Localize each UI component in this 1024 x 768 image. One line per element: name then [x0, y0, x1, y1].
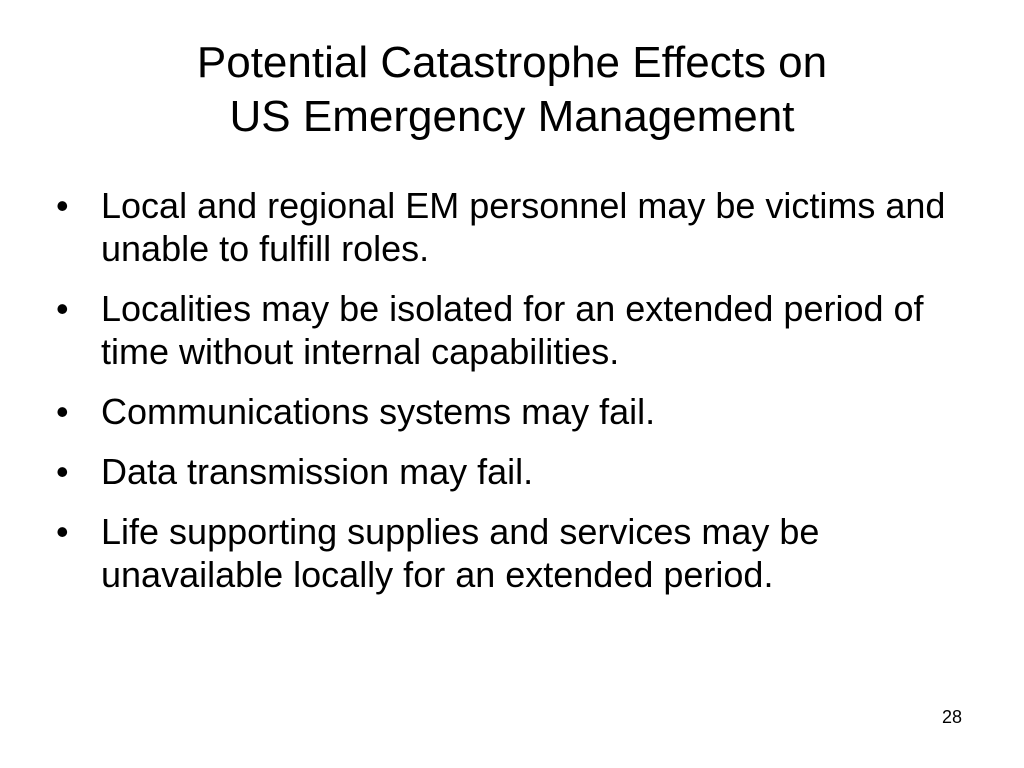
bullet-item-isolation [56, 287, 976, 373]
bullet-icon: • [56, 288, 69, 329]
bullet-text: Life supporting supplies and services may be unavailable locally for an extended period. [101, 511, 820, 595]
bullet-text: Localities may be isolated for an extended period of time without internal capabilities. [101, 288, 924, 372]
title-line-2: US Emergency Management [229, 92, 795, 141]
bullet-text: Data transmission may fail. [101, 451, 534, 492]
bullet-list [56, 184, 976, 613]
bullet-icon: • [56, 451, 69, 492]
slide-title [40, 36, 984, 144]
page-number: 28 [941, 707, 962, 727]
bullet-item-data-transmission [56, 450, 976, 493]
bullet-item-personnel [56, 184, 976, 270]
bullet-icon: • [56, 511, 69, 552]
title-line-1: Potential Catastrophe Effects on [196, 38, 828, 87]
bullet-text: Local and regional EM personnel may be victims and unable to fulfill roles. [101, 185, 946, 269]
bullet-icon: • [56, 185, 69, 226]
bullet-item-supplies [56, 510, 976, 596]
bullet-icon: • [56, 391, 69, 432]
bullet-text: Communications systems may fail. [101, 391, 656, 432]
bullet-item-communications [56, 390, 976, 433]
